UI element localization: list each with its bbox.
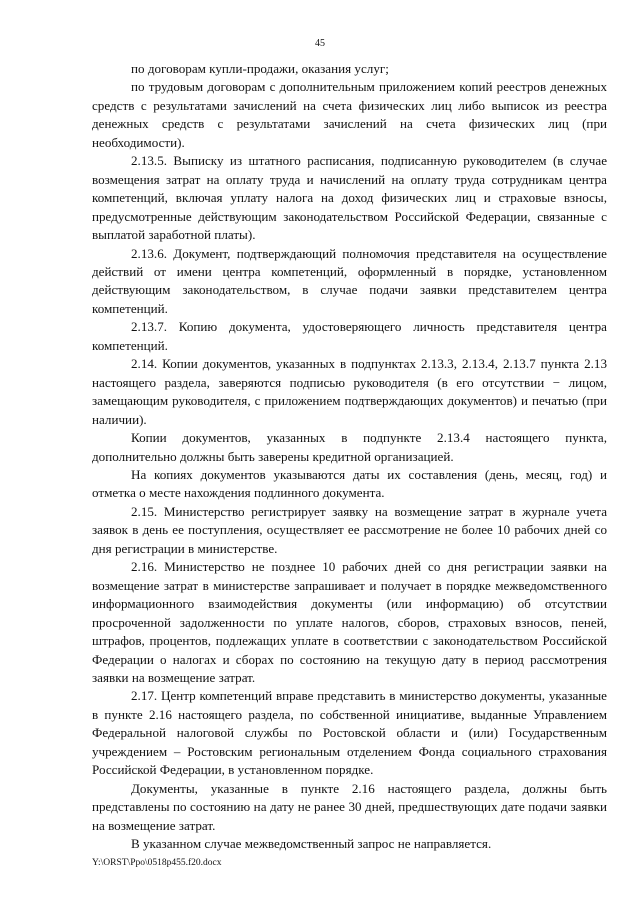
page-number: 45 [315,38,325,49]
paragraph: 2.13.6. Документ, подтверждающий полномочия представителя на осуществление действий от имени центра компетенций, оформленный в порядке, установленном действующим законодательством, в случае подачи заявки представителем центра компетенций. [92,245,607,316]
paragraph: 2.13.5. Выписку из штатного расписания, подписанную руководителем (в случае возмещения затрат на оплату труда и начислений на оплату труда сотрудникам центра компетенций, включая уплату налога на доход физических лиц и страховые взносы, предусмотренные действующим законодательством Российской Федерации, связанные с выплатой заработной платы). [92,153,607,243]
paragraph: по договорам купли-продажи, оказания услуг; [131,61,389,76]
paragraph: В указанном случае межведомственный запрос не направляется. [131,836,492,852]
paragraph: 2.13.7. Копию документа, удостоверяющего личность представителя центра компетенций. [92,319,607,353]
document-body [92,60,607,853]
paragraph: На копиях документов указываются даты их составления (день, месяц, год) и отметка о месте нахождения подлинного документа. [92,466,607,501]
footer-file-path: Y:\ORST\Ppo\0518p455.f20.docx [92,858,222,868]
paragraph: 2.15. Министерство регистрирует заявку на возмещение затрат в журнале учета заявок в день ее поступления, осуществляет ее рассмотрение не более 10 рабочих дней со дня регистрации в министерстве. [92,503,607,556]
paragraph: 2.17. Центр компетенций вправе представить в министерство документы, указанные в пункте 2.16 настоящего раздела, по собственной инициативе, выданные Управлением Федеральной налоговой службы по Ростовской области и (или) Государственным учреждением – Ростовским региональным отделением Фонда социального страхования Российской Федерации, в установленном порядке. [92,688,607,778]
paragraph: Копии документов, указанных в подпункте 2.13.4 настоящего пункта, дополнительно должны быть заверены кредитной организацией. [92,430,607,464]
paragraph: по трудовым договорам с дополнительным приложением копий реестров денежных средств с результатами зачислений на счета физических лиц либо выписок из реестра денежных средств с результатами зачислений на счета физических лиц (при необходимости). [92,79,607,150]
paragraph: 2.16. Министерство не позднее 10 рабочих дней со дня регистрации заявки на возмещение затрат в министерстве запрашивает и получает в порядке межведомственного информационного взаимодействия документы (или информацию) об отсутствии просроченной задолженности по уплате налогов, сборов, страховых взносов, пеней, штрафов, процентов, подлежащих уплате в соответствии с законодательством Российской Федерации о налогах и сборах по состоянию на текущую дату в период рассмотрения заявки на возмещение затрат. [92,559,607,685]
paragraph: Документы, указанные в пункте 2.16 настоящего раздела, должны быть представлены по состоянию на дату не ранее 30 дней, предшествующих дате подачи заявки на возмещение затрат. [92,780,607,833]
paragraph: 2.14. Копии документов, указанных в подпунктах 2.13.3, 2.13.4, 2.13.7 пункта 2.13 настоящего раздела, заверяются подписью руководителя (в его отсутствии − лицом, замещающим руководителя, с приложением подтверждающих документов) и печатью (при наличии). [92,356,607,427]
